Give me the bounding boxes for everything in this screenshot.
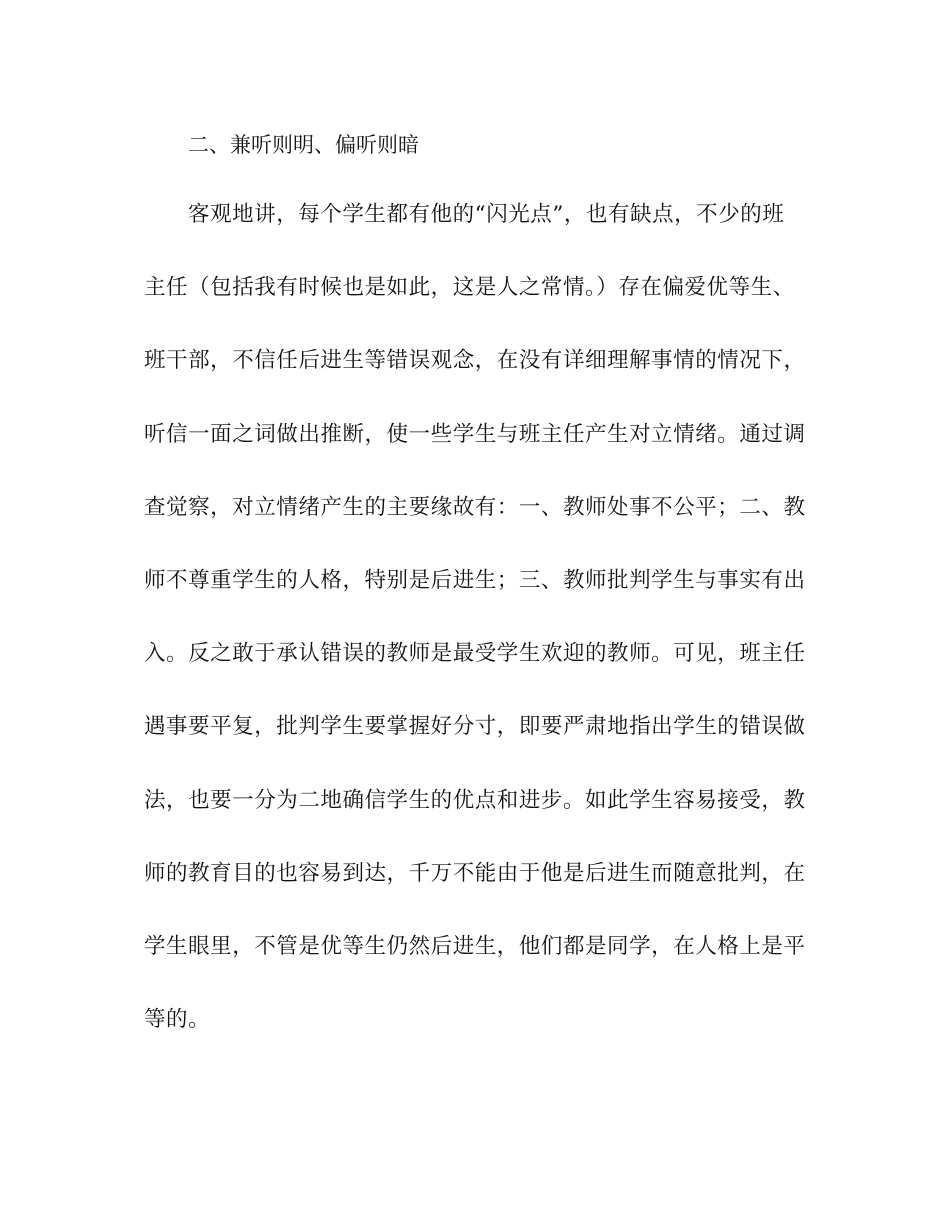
paragraph-line: 听信一面之词做出推断，使一些学生与班主任产生对立情绪。通过调: [144, 421, 806, 447]
paragraph-line: 主任（包括我有时候也是如此，这是人之常情。）存在偏爱优等生、: [144, 275, 795, 301]
text-block: [144, 122, 806, 1056]
body-paragraph: [144, 178, 806, 1056]
paragraph-line: 客观地讲，每个学生都有他的“闪光点”，也有缺点，不少的班: [188, 202, 785, 227]
paragraph-line: 等的。: [144, 1007, 211, 1033]
paragraph-line: 遇事要平复，批判学生要掌握好分寸，即要严肃地指出学生的错误做: [144, 714, 806, 740]
paragraph-line: 入。反之敢于承认错误的教师是最受学生欢迎的教师。可见，班主任: [144, 641, 806, 667]
paragraph-line: 学生眼里，不管是优等生仍然后进生，他们都是同学，在人格上是平: [144, 933, 806, 959]
paragraph-line: 师不尊重学生的人格，特别是后进生；三、教师批判学生与事实有出: [144, 567, 806, 593]
paragraph-line: 师的教育目的也容易到达，千万不能由于他是后进生而随意批判，在: [144, 860, 806, 886]
paragraph-line: 查觉察，对立情绪产生的主要缘故有：一、教师处事不公平；二、教: [144, 494, 806, 520]
section-heading: 二、兼听则明、偏听则暗: [188, 133, 419, 157]
paragraph-line: 班干部，不信任后进生等错误观念，在没有详细理解事情的情况下，: [144, 348, 806, 374]
paragraph-line: 法，也要一分为二地确信学生的优点和进步。如此学生容易接受，教: [144, 787, 806, 813]
